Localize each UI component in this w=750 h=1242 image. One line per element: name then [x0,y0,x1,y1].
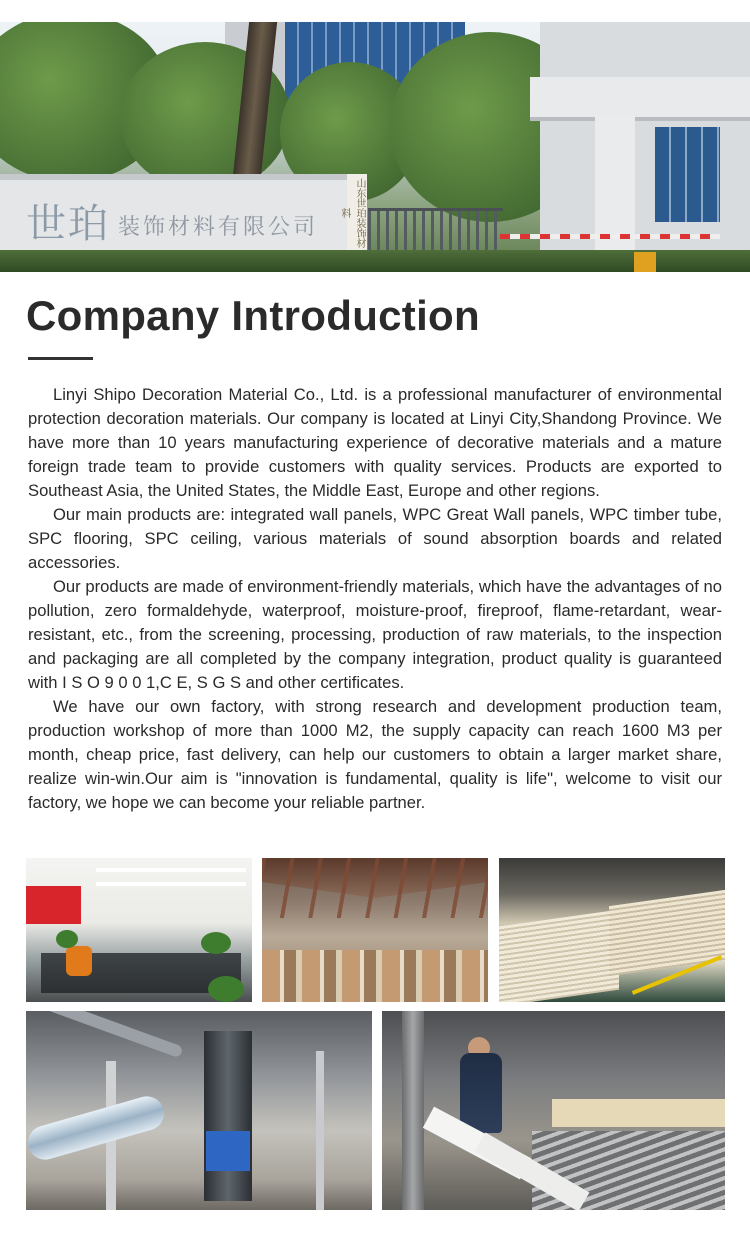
hero-fence [368,208,503,251]
photo-factory-floor [382,1011,725,1210]
intro-paragraph: Linyi Shipo Decoration Material Co., Ltd. is a professional manufacturer of environmental protection decoration materials. Our company is located at Linyi City,Shandong Province. We have more than 10 years manufacturing experience of decorative materials and a mature foreign trade team to provide customers with quality services. Products are exported to Southeast Asia, the United States, the Middle East, Europe and other regions. [28,385,722,500]
panel-stack [499,910,619,1002]
office-red-board [26,886,81,924]
hero-vertical-plaque: 山东世珀装饰材料 [347,174,367,252]
office-plant [208,976,244,1002]
intro-paragraph: We have our own factory, with strong research and development production team, production workshop of more than 1000 M2, the supply capacity can reach 1600 M3 per month, cheap price, fast delivery, can help our customers to obtain a larger market share, realize win-win.Our aim is "innovation is fundamental, quality is life", welcome to visit our factory, we hope we can become your reliable partner. [28,697,722,812]
machine-rod [316,1051,324,1210]
photo-panel-stacks [499,858,725,1002]
warehouse-beams [262,858,488,918]
factory-beige-boards [552,1099,725,1127]
gatehouse-pillar [595,117,635,272]
film-roller [26,1092,168,1163]
section-title: Company Introduction [26,292,480,339]
photo-production-machine [26,1011,372,1210]
machine-cylinder [204,1031,252,1201]
factory-post [402,1011,424,1210]
office-plant [201,932,231,954]
machine-pipe [38,1011,183,1058]
sign-logo-text: 世珀 [26,201,110,247]
photo-office [26,858,252,1002]
hero-photo-company-gate [0,22,750,272]
factory-worker [460,1053,502,1133]
office-ceiling-lights [96,868,246,872]
hero-company-wall-sign [0,174,365,258]
gatehouse-roof [530,77,750,121]
office-worker [66,946,92,976]
title-underline [28,357,93,360]
photo-warehouse [262,858,488,1002]
company-introduction-text [28,383,722,815]
office-plant [56,930,78,948]
hero-guard-booth [634,252,656,272]
machine-blue-part [206,1131,250,1171]
sign-company-name: 装饰材料有限公司 [118,215,319,240]
intro-paragraph: Our products are made of environment-friendly materials, which have the advantages of no pollution, zero formaldehyde, waterproof, moisture-proof, fireproof, flame-retardant, wear-resistant, etc., from the screening, processing, production of raw materials, to the inspection and packaging are all completed by the company integration, product quality is guaranteed with I S O 9 0 0 1,C E, S G S and other certificates. [28,577,722,692]
warehouse-stacks [262,950,488,1002]
hero-gate-barrier [500,234,720,239]
intro-paragraph: Our main products are: integrated wall panels, WPC Great Wall panels, WPC timber tube, SPC flooring, SPC ceiling, various materials of sound absorption boards and related accessories. [28,505,722,572]
gatehouse-window [655,127,720,222]
